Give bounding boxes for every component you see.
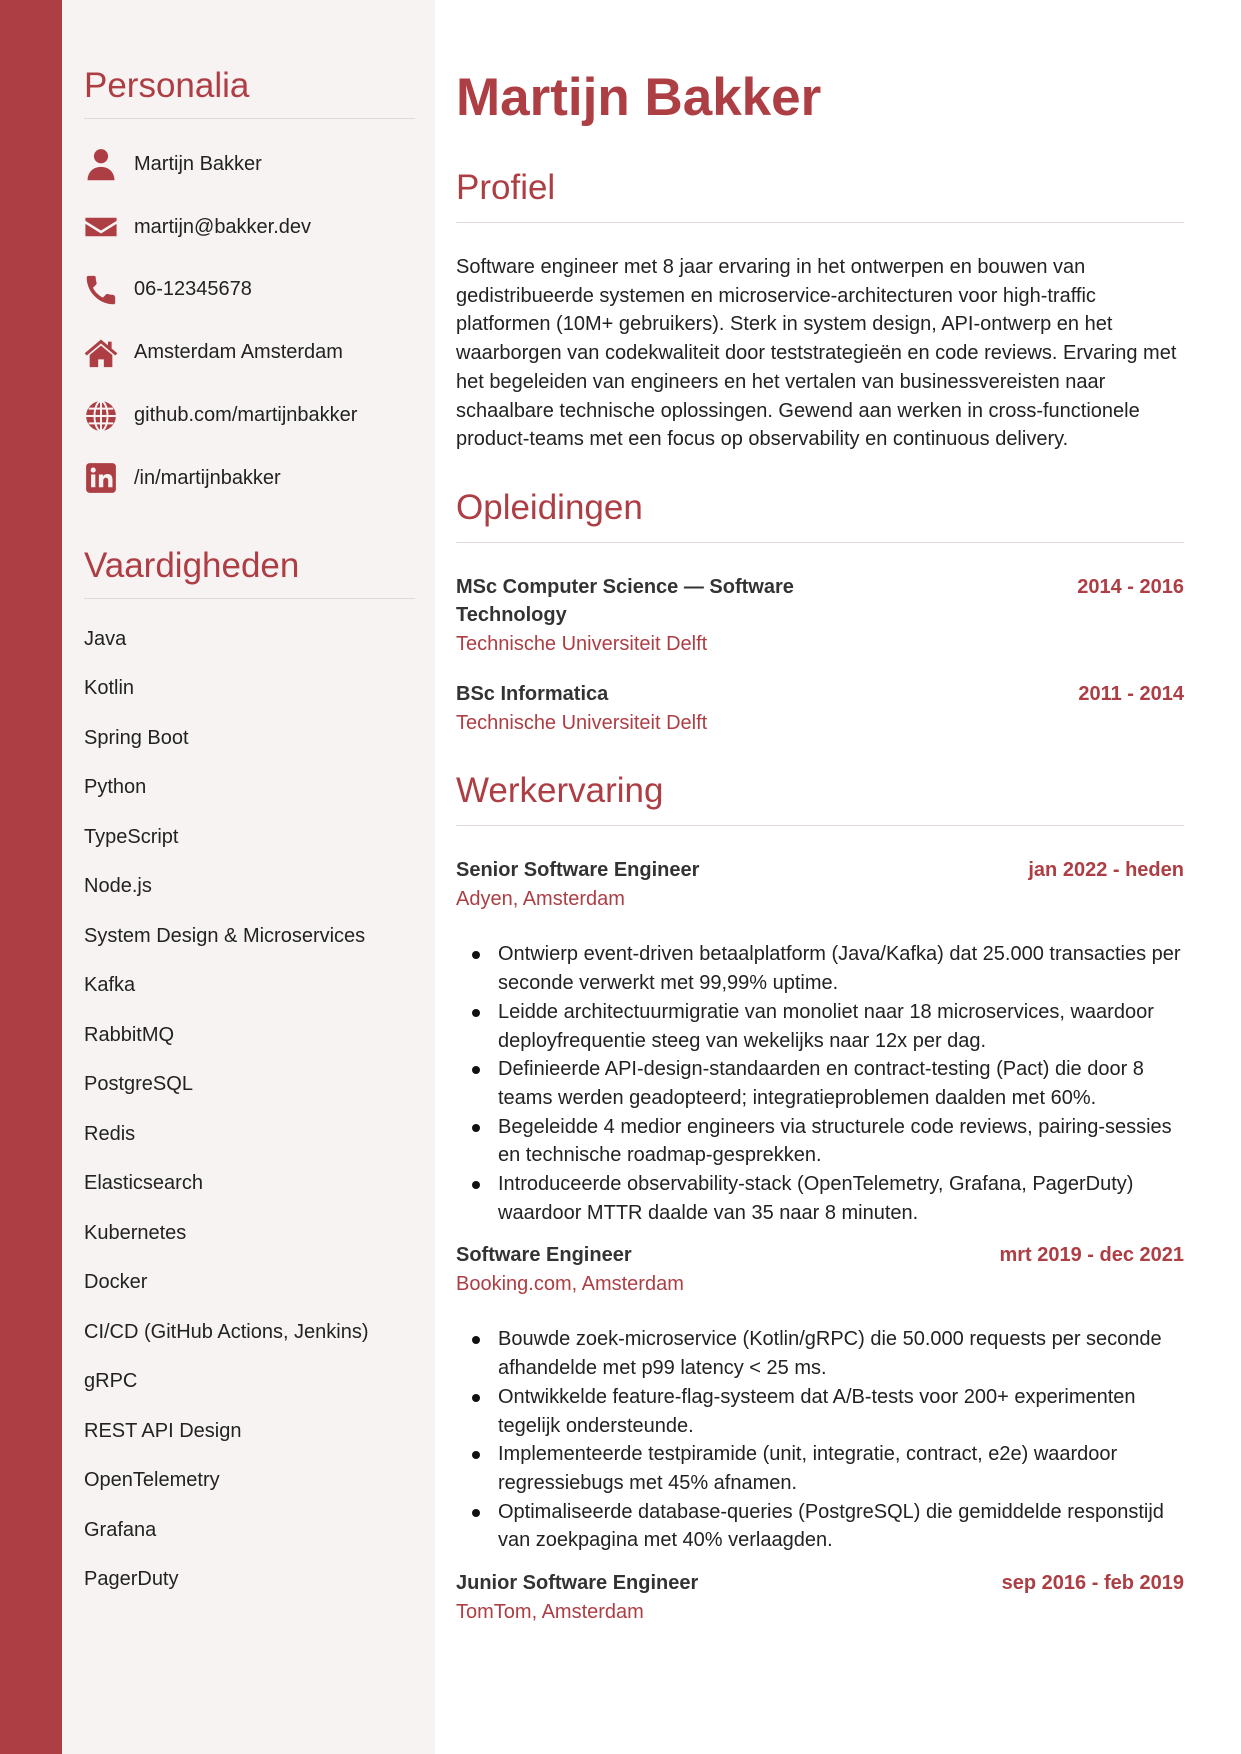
skill-item: TypeScript [84,825,179,848]
profile-heading: Profiel [456,168,1184,223]
contact-address [84,321,415,384]
job-title: Junior Software Engineer [456,1572,699,1595]
degree-title: MSc Computer Science — Software Technology [456,575,794,627]
contact-text: Amsterdam Amsterdam [134,341,343,364]
skill-item: Java [84,627,127,650]
job-date: mrt 2019 - dec 2021 [999,1244,1184,1267]
accent-stripe [0,0,62,1754]
skill-item: REST API Design [84,1419,242,1442]
skill-item: System Design & Microservices [84,924,366,947]
skill-item: Grafana [84,1518,157,1541]
contact-linkedin[interactable] [84,447,415,510]
achievement-list [456,1325,1184,1555]
job-date: sep 2016 - feb 2019 [1001,1572,1184,1595]
achievement-item: Optimaliseerde database-queries (PostgreSQL) die gemiddelde responstijd van zoekpagina met 40% verlaagden. [498,1498,1184,1555]
skill-list [84,619,415,1609]
institution: Technische Universiteit Delft [456,711,708,734]
phone-icon [84,273,118,307]
achievement-item: Definieerde API-design-standaarden en contract-testing (Pact) die door 8 teams werden geadopteerd; integratieproblemen daalden met 60%. [498,1055,1184,1112]
skill-item: Kafka [84,974,136,997]
skill-item: Node.js [84,875,152,898]
skill-item: PagerDuty [84,1568,179,1591]
contact-email[interactable] [84,196,415,259]
achievement-item: Introduceerde observability-stack (OpenTelemetry, Grafana, PagerDuty) waardoor MTTR daalde van 35 naar 8 minuten. [498,1170,1184,1227]
skills-heading: Vaardigheden [84,546,415,599]
personal-heading: Personalia [84,66,415,119]
globe-icon [84,399,118,433]
sidebar [62,0,435,1754]
education-entry [456,573,1184,659]
skill-item: OpenTelemetry [84,1469,220,1492]
skill-item: Python [84,776,147,799]
skill-item: Redis [84,1122,136,1145]
contact-text: 06-12345678 [134,278,252,301]
work-entry [456,1569,1184,1626]
contact-list [84,133,415,510]
achievement-item: Ontwierp event-driven betaalplatform (Java/Kafka) dat 25.000 transacties per seconde verwerkt met 99,99% uptime. [498,940,1184,997]
skill-item: Docker [84,1271,148,1294]
contact-website[interactable] [84,384,415,447]
home-icon [84,336,118,370]
education-entry [456,680,1184,737]
achievement-item: Bouwde zoek-microservice (Kotlin/gRPC) die 50.000 requests per seconde afhandelde met p99 latency < 25 ms. [498,1325,1184,1382]
contact-text: /in/martijnbakker [134,466,281,489]
profile-text: Software engineer met 8 jaar ervaring in het ontwerpen en bouwen van gedistribueerde systemen en microservice-architecturen voor high-traffic platformen (10M+ gebruikers). Sterk in system design, API-ontwerp en het waarborgen van codekwaliteit door teststrategieën en code reviews. Ervaring met het begeleiden van engineers en het vertalen van businessvereisten naar schaalbare technische oplossingen. Gewend aan werken in cross-functionele product-teams met een focus op observability en continuous delivery. [456,256,1177,451]
achievement-item: Leidde architectuurmigratie van monoliet naar 18 microservices, waardoor deployfrequentie steeg van wekelijks naar 12x per dag. [498,998,1184,1055]
achievement-list [456,940,1184,1227]
contact-name [84,133,415,196]
skill-item: gRPC [84,1370,138,1393]
skill-item: PostgreSQL [84,1073,193,1096]
skill-item: Kubernetes [84,1221,187,1244]
employer: Booking.com, Amsterdam [456,1272,684,1295]
skill-item: RabbitMQ [84,1023,175,1046]
institution: Technische Universiteit Delft [456,632,708,655]
job-title: Senior Software Engineer [456,859,700,882]
achievement-item: Begeleidde 4 medior engineers via structurele code reviews, pairing-sessies en technische roadmap-gesprekken. [498,1113,1184,1170]
user-icon [84,147,118,181]
envelope-icon [84,210,118,244]
skill-item: Kotlin [84,677,135,700]
work-entry [456,856,1184,1227]
degree-title: BSc Informatica [456,683,609,706]
education-date: 2014 - 2016 [1077,575,1184,598]
job-title: Software Engineer [456,1244,632,1267]
main-content [435,0,1241,1754]
achievement-item: Ontwikkelde feature-flag-systeem dat A/B-tests voor 200+ experimenten tegelijk ondersteunde. [498,1383,1184,1440]
contact-text: Martijn Bakker [134,152,262,175]
education-date: 2011 - 2014 [1078,683,1184,706]
candidate-name: Martijn Bakker [456,68,822,127]
job-date: jan 2022 - heden [1028,859,1184,882]
linkedin-icon [84,461,118,495]
contact-phone[interactable] [84,259,415,322]
achievement-item: Implementeerde testpiramide (unit, integratie, contract, e2e) waardoor regressiebugs met 45% afnamen. [498,1440,1184,1497]
contact-text: github.com/martijnbakker [134,404,358,427]
employer: Adyen, Amsterdam [456,887,625,910]
work-heading: Werkervaring [456,771,1184,826]
skill-item: Elasticsearch [84,1172,203,1195]
work-entry [456,1241,1184,1555]
skill-item: CI/CD (GitHub Actions, Jenkins) [84,1320,369,1343]
contact-text: martijn@bakker.dev [134,215,312,238]
employer: TomTom, Amsterdam [456,1600,644,1623]
skill-item: Spring Boot [84,726,189,749]
education-heading: Opleidingen [456,488,1184,543]
